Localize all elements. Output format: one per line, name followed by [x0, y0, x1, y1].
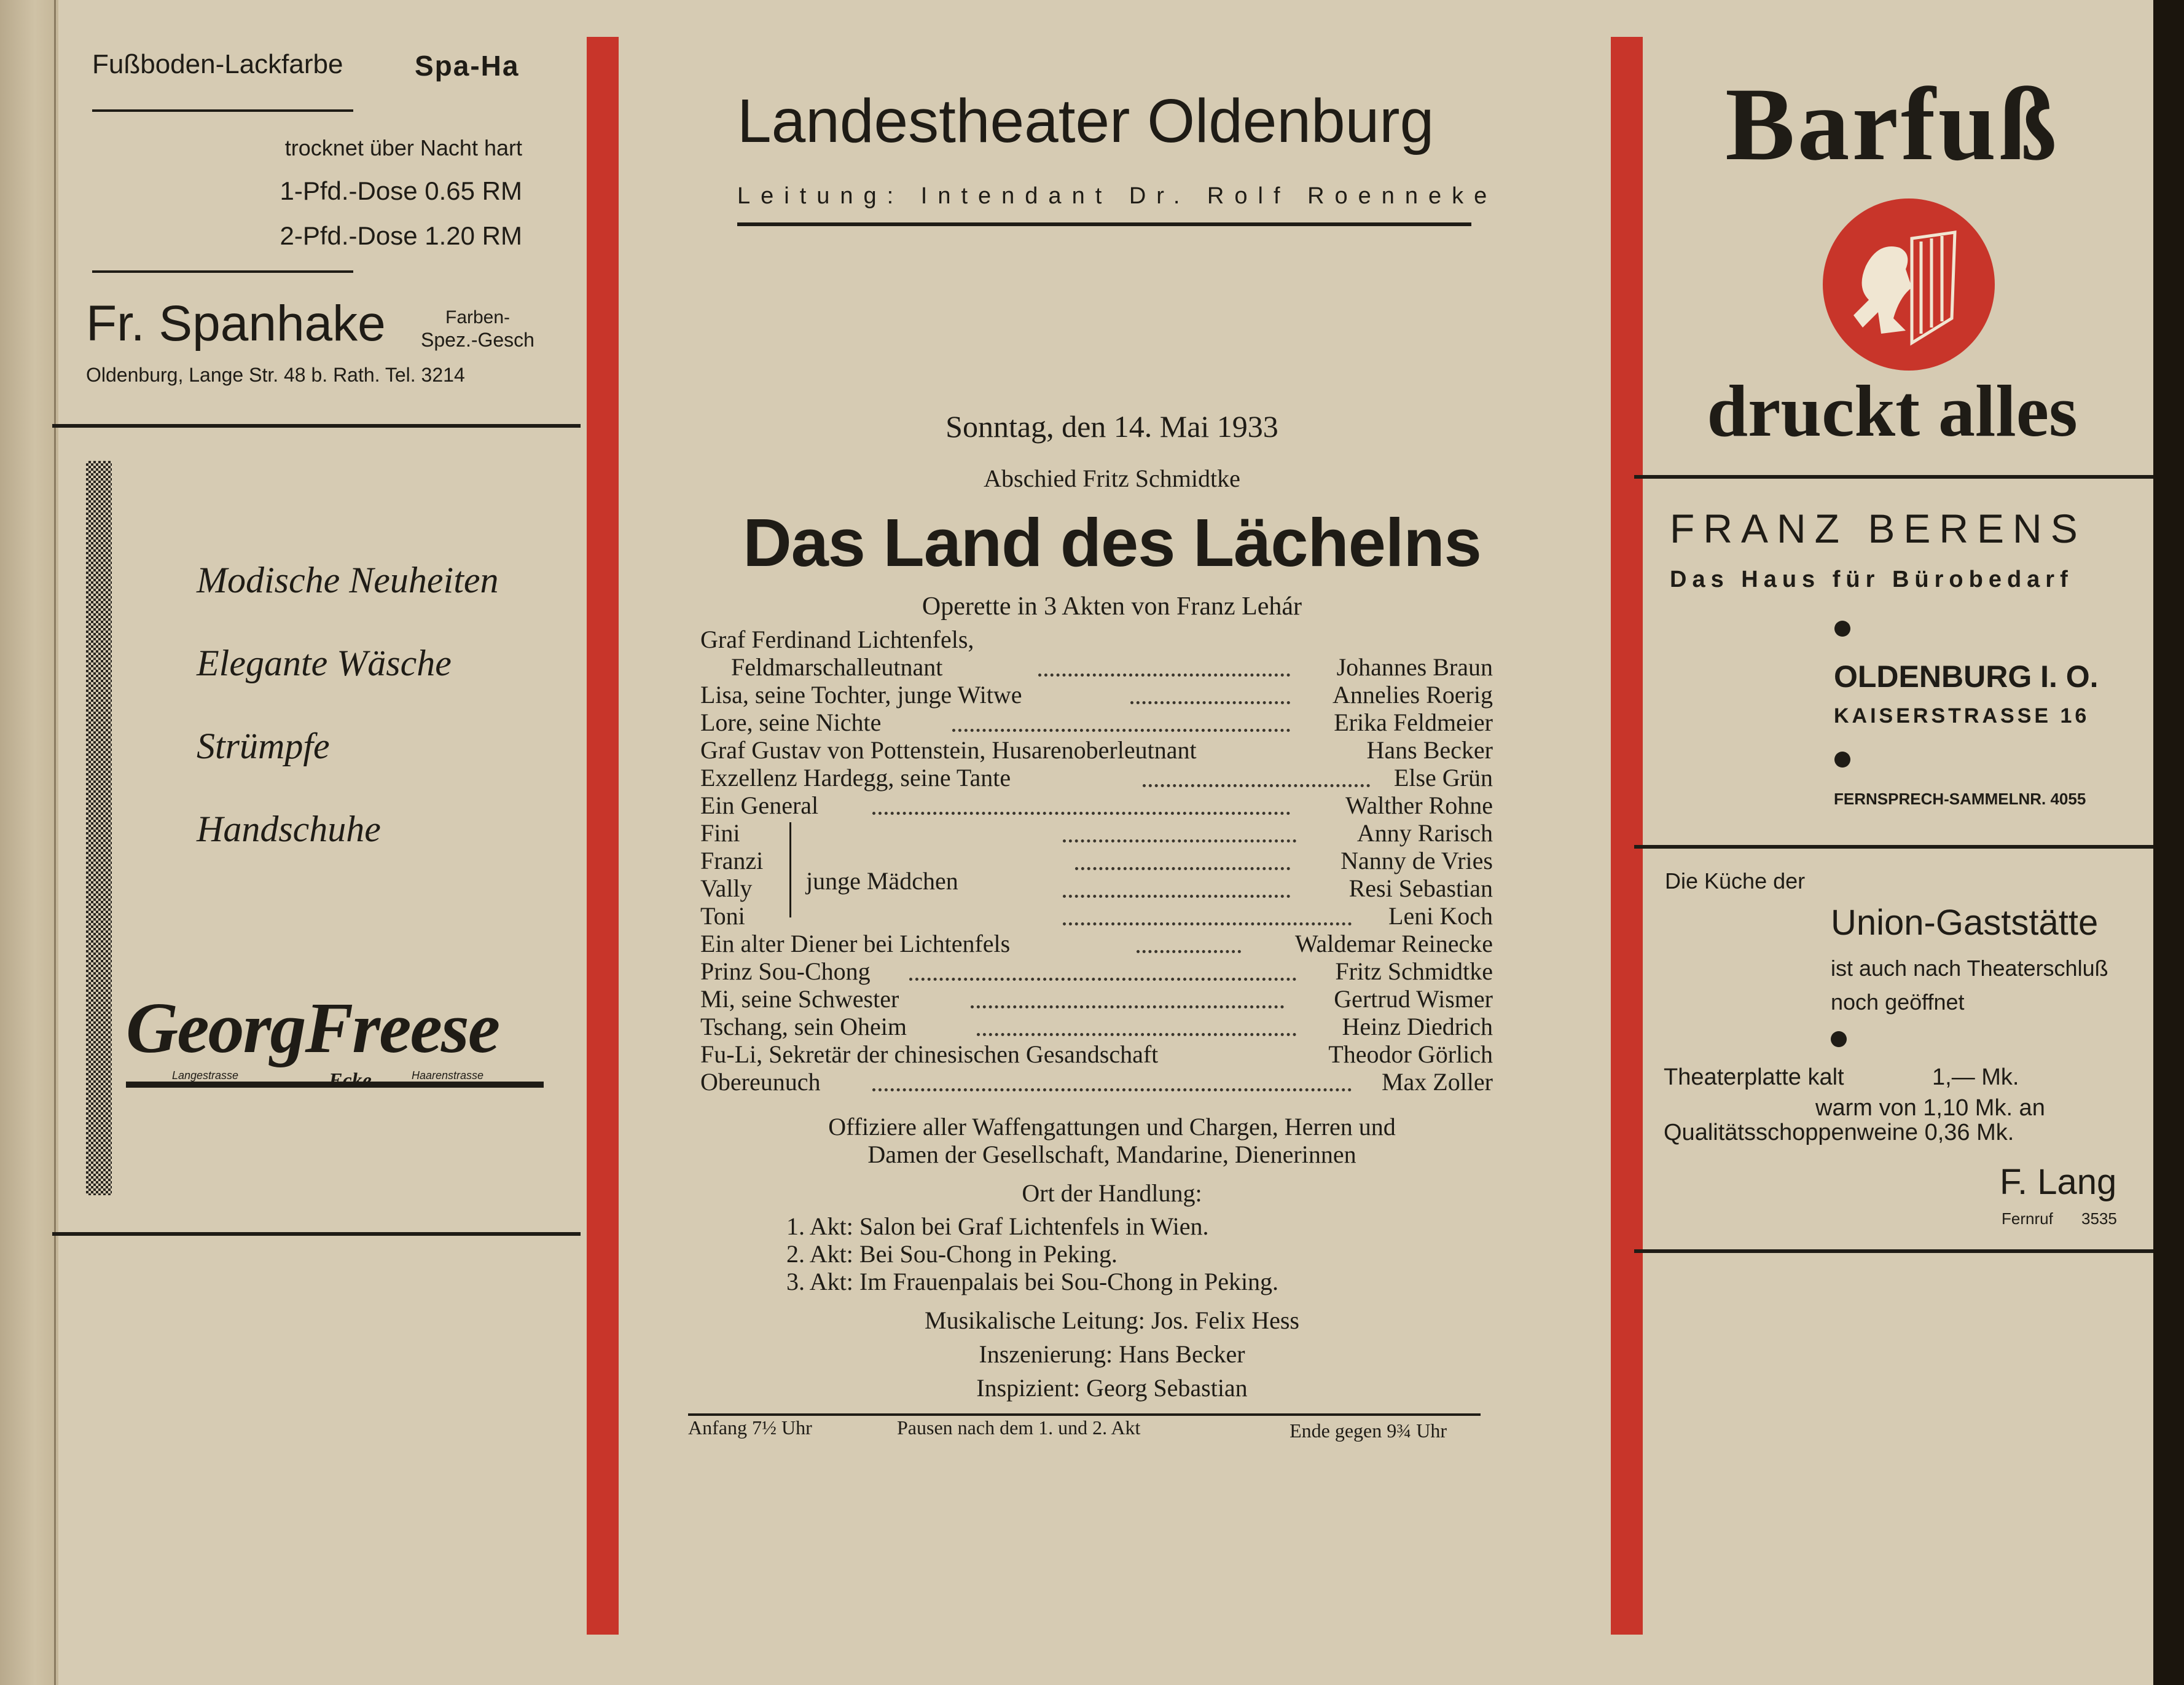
actor: Nanny de Vries: [1341, 847, 1493, 874]
cast-row: [700, 986, 1493, 1013]
actor: Max Zoller: [1381, 1068, 1493, 1096]
phone-label: Fernruf: [2002, 1209, 2053, 1228]
phone-number: 3535: [2081, 1209, 2117, 1228]
left-section-rule: [52, 1232, 581, 1236]
actor: Theodor Görlich: [1328, 1040, 1493, 1068]
stage-manager: Inspizient: Georg Sebastian: [976, 1374, 1248, 1402]
role: Exzellenz Hardegg, seine Tante: [700, 764, 1011, 791]
restaurant-line-2: noch geöffnet: [1831, 989, 1965, 1015]
extras-line-1: Offiziere aller Waffengattungen und Chargen, Herren und: [828, 1113, 1396, 1141]
office-company: FRANZ BERENS: [1670, 506, 2086, 551]
fashion-item: Handschuhe: [197, 809, 381, 849]
page-edge: [2153, 0, 2184, 1685]
staging: Inszenierung: Hans Becker: [979, 1340, 1245, 1368]
paint-price-1: 1-Pfd.-Dose 0.65 RM: [280, 176, 522, 205]
paint-address: Oldenburg, Lange Str. 48 b. Rath. Tel. 3214: [86, 364, 465, 386]
right-section-rule: [1634, 845, 2153, 849]
cast-row: [700, 793, 1493, 820]
spine-fold-line: [54, 0, 56, 1685]
restaurant-line-1: ist auch nach Theaterschluß: [1831, 956, 2108, 981]
role: Fu-Li, Sekretär der chinesischen Gesandschaft: [700, 1040, 1159, 1068]
role: Vally: [700, 874, 753, 902]
role: Lore, seine Nichte: [700, 709, 882, 736]
fashion-item: Strümpfe: [197, 726, 330, 766]
red-divider-right: [1611, 37, 1643, 1635]
music-direction: Musikalische Leitung: Jos. Felix Hess: [925, 1306, 1299, 1334]
checker-border: [86, 461, 112, 1195]
offer-3: Qualitätsschoppenweine 0,36 Mk.: [1664, 1120, 2014, 1145]
paint-claim: trocknet über Nacht hart: [284, 135, 522, 160]
printer-slogan: druckt alles: [1707, 370, 2078, 452]
role: Obereunuch: [700, 1068, 821, 1096]
extras-line-2: Damen der Gesellschaft, Mandarine, Dienerinnen: [867, 1141, 1356, 1168]
theater-name: Landestheater Oldenburg: [737, 87, 1434, 155]
cast-row: [700, 1069, 1493, 1096]
end-time: Ende gegen 9¾ Uhr: [1290, 1420, 1447, 1442]
actor: Leni Koch: [1388, 902, 1493, 930]
office-city: OLDENBURG I. O.: [1834, 659, 2099, 694]
cast-row: [700, 627, 1493, 654]
performance-date: Sonntag, den 14. Mai 1933: [945, 409, 1278, 444]
act-line: 1. Akt: Salon bei Graf Lichtenfels in Wien.: [786, 1212, 1209, 1240]
role: Lisa, seine Tochter, junge Witwe: [700, 681, 1022, 709]
actor: Johannes Braun: [1336, 653, 1493, 681]
right-section-rule: [1634, 1249, 2153, 1253]
red-divider-left: [587, 37, 619, 1635]
role: Toni: [700, 902, 745, 930]
operetta-title: Das Land des Lächelns: [743, 505, 1481, 581]
actor: Heinz Diedrich: [1342, 1013, 1493, 1040]
logo-text: GeorgFreese: [126, 988, 499, 1068]
fashion-item: Modische Neuheiten: [197, 560, 499, 600]
restaurant-owner: F. Lang: [2000, 1162, 2117, 1202]
restaurant-intro: Die Küche der: [1665, 868, 1806, 894]
act-line: 2. Akt: Bei Sou-Chong in Peking.: [786, 1240, 1117, 1268]
role: Mi, seine Schwester: [700, 985, 899, 1013]
cast-row: [700, 682, 1493, 709]
header-rule: [737, 222, 1471, 226]
role: Fini: [700, 819, 740, 847]
cast-row: [731, 654, 1493, 681]
role: Ein General: [700, 791, 819, 819]
fashion-item: Elegante Wäsche: [197, 643, 452, 683]
setting-heading: Ort der Handlung:: [1022, 1179, 1202, 1207]
bullet-icon: [1834, 752, 1850, 768]
logo-sub-mid: Ecke: [329, 1069, 372, 1092]
actor: Else Grün: [1393, 764, 1493, 791]
office-tagline: Das Haus für Bürobedarf: [1670, 567, 2073, 592]
paint-product: Fußboden-Lackfarbe: [92, 49, 343, 79]
offer-2: warm von 1,10 Mk. an: [1815, 1095, 2045, 1121]
act-line: 3. Akt: Im Frauenpalais bei Sou-Chong in Peking.: [786, 1268, 1279, 1295]
right-section-rule: [1634, 475, 2153, 479]
actor: Waldemar Reinecke: [1294, 930, 1493, 957]
theater-direction: Leitung: Intendant Dr. Rolf Roenneke: [737, 183, 1498, 209]
restaurant-name: Union-Gaststätte: [1831, 903, 2099, 943]
actor: Erika Feldmeier: [1334, 709, 1493, 736]
paint-brand: Spa-Ha: [415, 50, 520, 82]
offer-1: Theaterplatte kalt: [1664, 1064, 1844, 1090]
occasion: Abschied Fritz Schmidtke: [984, 465, 1240, 492]
cast-row: [700, 710, 1493, 737]
role: Tschang, sein Oheim: [700, 1013, 907, 1040]
office-phone: FERNSPRECH-SAMMELNR. 4055: [1834, 790, 2086, 808]
cast-row: [700, 903, 1493, 930]
start-time: Anfang 7½ Uhr: [688, 1416, 812, 1439]
cast-row: [700, 1042, 1493, 1069]
operetta-subtitle: Operette in 3 Akten von Franz Lehár: [922, 592, 1302, 621]
cast-row: [700, 820, 1493, 847]
role: Franzi: [700, 847, 764, 874]
actor: Hans Becker: [1366, 736, 1493, 764]
bullet-icon: [1834, 621, 1850, 637]
divider: [92, 270, 353, 273]
paint-price-2: 2-Pfd.-Dose 1.20 RM: [280, 221, 522, 250]
left-section-rule: [52, 424, 581, 428]
role: Feldmarschalleutnant: [731, 653, 943, 681]
divider: [92, 109, 353, 112]
actor: Anny Rarisch: [1356, 819, 1493, 847]
page-spine: [0, 0, 58, 1685]
cast-row: [700, 765, 1493, 792]
cast-row: [700, 931, 1493, 958]
cast-row: [700, 876, 1493, 903]
actor: Walther Rohne: [1345, 791, 1493, 819]
cast-row: [700, 848, 1493, 875]
group-label: junge Mädchen: [806, 867, 958, 895]
role: Ein alter Diener bei Lichtenfels: [700, 930, 1011, 957]
actor: Annelies Roerig: [1332, 681, 1493, 709]
paint-company: Fr. Spanhake: [86, 296, 386, 352]
footer-rule: [688, 1413, 1481, 1416]
actor: Fritz Schmidtke: [1335, 957, 1493, 985]
logo-sub-left: Langestrasse: [172, 1069, 239, 1082]
logo-sub-right: Haarenstrasse: [412, 1069, 484, 1082]
actor: Gertrud Wismer: [1334, 985, 1493, 1013]
pause-info: Pausen nach dem 1. und 2. Akt: [897, 1416, 1141, 1439]
role: Graf Ferdinand Lichtenfels,: [700, 626, 974, 653]
role: Prinz Sou-Chong: [700, 957, 871, 985]
lion-emblem-icon: [1820, 195, 1998, 374]
cast-row: [700, 1014, 1493, 1041]
role: Graf Gustav von Pottenstein, Husarenoberleutnant: [700, 736, 1197, 764]
office-street: KAISERSTRASSE 16: [1834, 704, 2090, 728]
actor: Resi Sebastian: [1348, 874, 1493, 902]
bullet-icon: [1831, 1031, 1847, 1047]
paint-company-note-2: Spez.-Gesch: [421, 329, 534, 351]
price-1: 1,— Mk.: [1932, 1064, 2019, 1090]
cast-row: [700, 737, 1493, 764]
paint-company-note-1: Farben-: [445, 307, 511, 328]
printer-name: Barfuß: [1725, 66, 2059, 182]
cast-row: [700, 959, 1493, 986]
